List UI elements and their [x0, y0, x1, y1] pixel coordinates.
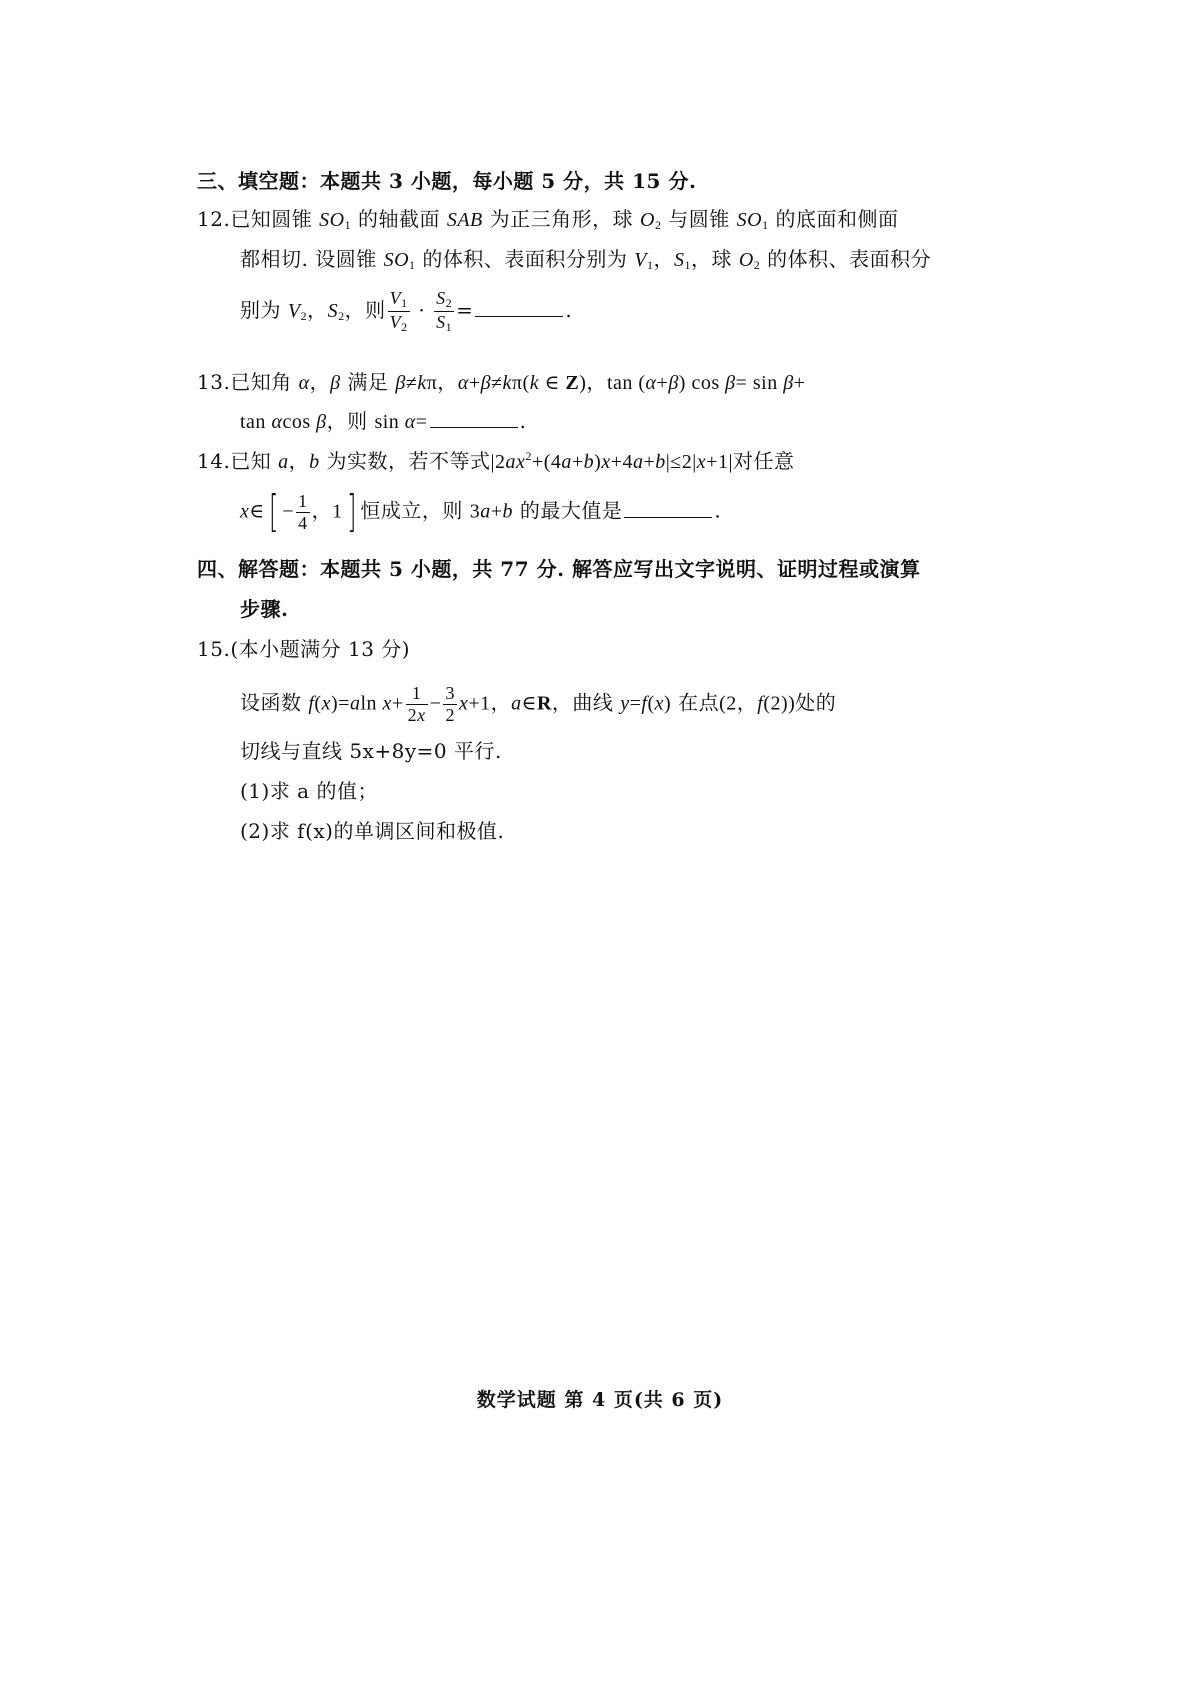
section-3-heading: 三、填空题：本题共 3 小题，每小题 5 分，共 15 分.: [197, 169, 697, 193]
question-12-line-3: 别为 $V_2$，$S_2$，则 $\frac{V_1}{V_2}$ · $\frac{S_2}{S_1}$ = .: [240, 288, 573, 334]
question-15-line-2: 切线与直线 5x+8y=0 平行.: [240, 739, 502, 763]
section-4-heading-line-1: 四、解答题：本题共 5 小题，共 77 分. 解答应写出文字说明、证明过程或演算: [197, 557, 921, 581]
page-footer: 数学试题 第 4 页(共 6 页): [476, 1389, 724, 1411]
answer-blank-12: [475, 298, 563, 317]
question-13-line-2: tan αcos β，则 sin α= .: [240, 409, 527, 433]
question-12-number: 12.: [197, 207, 231, 231]
answer-blank-14: [624, 499, 712, 518]
section-4-heading-line-2: 步骤.: [240, 597, 289, 621]
fraction-s2-over-s1: $\frac{S_2}{S_1}$: [436, 288, 453, 334]
right-bracket: ]: [346, 486, 357, 537]
question-15-line-1: 设函数 f(x)=aln x+ $\frac{1}{2x}$ − $\frac{3}{2}$ x+1，a∈R，曲线 y=f(x) 在点(2，f(2))处的: [240, 683, 837, 725]
question-13-number: 13.: [197, 370, 231, 394]
question-12-line-1: 12.已知圆锥 $SO_1$ 的轴截面 SAB 为正三角形，球 $O_2$ 与圆锥 $SO_1$ 的底面和侧面: [197, 207, 899, 232]
question-15-part-2: (2)求 f(x)的单调区间和极值.: [240, 819, 505, 843]
fraction-one-over-2x: $\frac{1}{2x}$: [407, 683, 426, 725]
question-15-header: [197, 637, 410, 661]
question-15-part-1: (1)求 a 的值；: [240, 779, 378, 803]
question-14-line-1: 14.已知 a，b 为实数，若不等式$|2ax^2+(4a+b)x+4a+b|\le 2|x+1|$对任意: [197, 449, 795, 473]
fraction-three-halves: $\frac{3}{2}$: [445, 683, 455, 725]
question-15-number: 15.: [197, 637, 231, 661]
question-13-line-1: 13.已知角 α，β 满足 β≠kπ，α+β≠kπ(k ∈ Z)，tan (α+β) cos β= sin β+: [197, 370, 806, 394]
fraction-v1-over-v2: $\frac{V_1}{V_2}$: [389, 288, 408, 334]
answer-blank-13: [430, 409, 518, 428]
left-bracket: [: [268, 486, 279, 537]
question-12-line-2: 都相切. 设圆锥 $SO_1$ 的体积、表面积分别为 $V_1$，$S_1$，球 $O_2$ 的体积、表面积分: [240, 247, 932, 272]
question-15-points: (本小题满分 13 分): [230, 637, 411, 661]
fraction-one-quarter: $\frac{1}{4}$: [298, 490, 308, 533]
question-14-number: 14.: [197, 449, 231, 473]
question-14-line-2: x∈[ − $\frac{1}{4}$ ，1] 恒成立，则 3a+b 的最大值是 .: [240, 486, 722, 537]
